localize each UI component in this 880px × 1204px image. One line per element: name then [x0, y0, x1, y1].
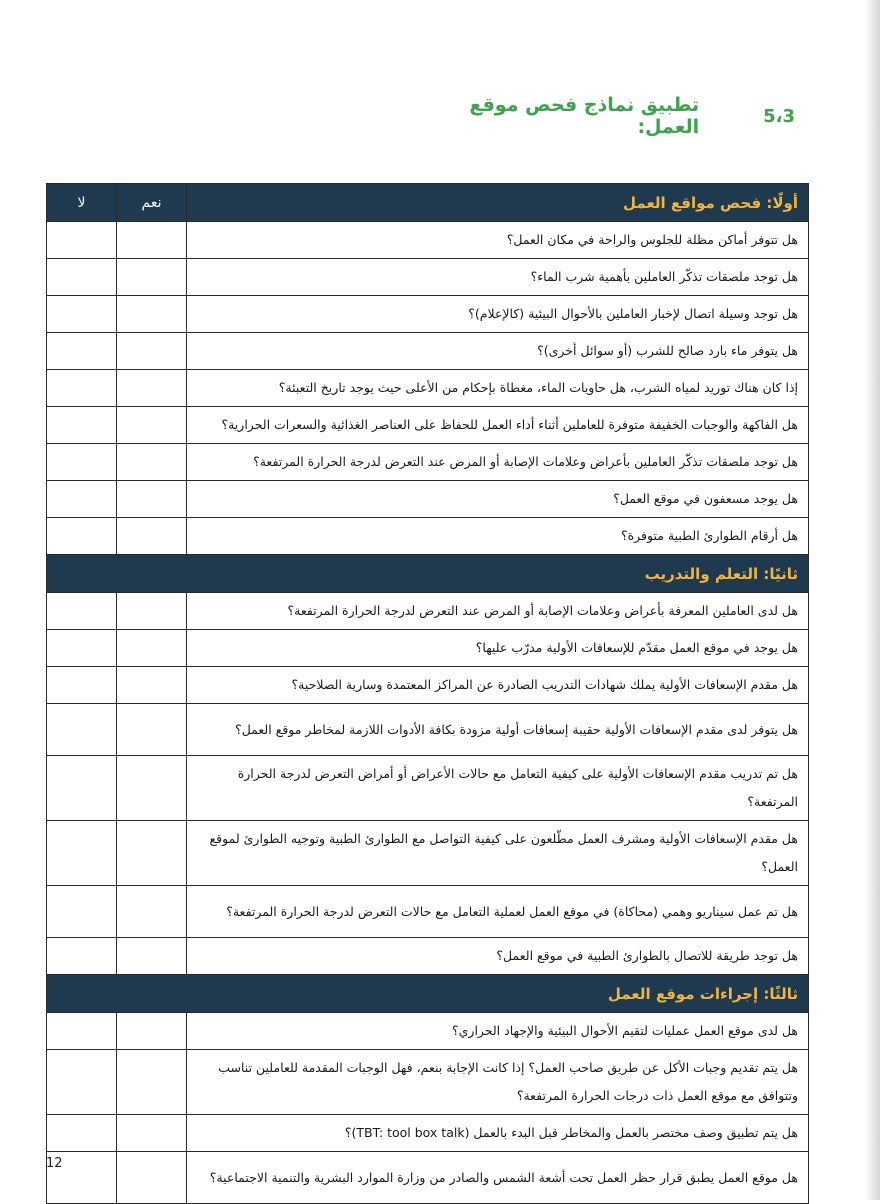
question-cell: هل يتم تقديم وجبات الأكل عن طريق صاحب العمل؟ إذا كانت الإجابة بنعم، فهل الوجبات المقدمة للعاملين تناسب وتتوافق مع موقع العمل ذات درجات الحرارة المرتفعة؟ [187, 1050, 809, 1115]
page-edge-shadow [864, 0, 880, 1200]
yes-answer-cell[interactable] [117, 1050, 187, 1115]
inspection-checklist-table [46, 183, 809, 1204]
yes-answer-cell[interactable] [117, 407, 187, 444]
yes-answer-cell[interactable] [117, 756, 187, 821]
no-answer-cell[interactable] [47, 704, 117, 756]
question-cell: هل مقدم الإسعافات الأولية ومشرف العمل مطّلعون على كيفية التواصل مع الطوارئ الطبية وتوجيه الطوارئ لموقع العمل؟ [187, 821, 809, 886]
table-header-row [47, 184, 809, 222]
yes-answer-cell[interactable] [117, 938, 187, 975]
table-row [47, 1152, 809, 1204]
table-row [47, 1115, 809, 1152]
no-answer-cell[interactable] [47, 756, 117, 821]
no-answer-cell[interactable] [47, 333, 117, 370]
no-answer-cell[interactable] [47, 630, 117, 667]
yes-answer-cell[interactable] [117, 667, 187, 704]
question-cell: هل تتوفر أماكن مظلة للجلوس والراحة في مكان العمل؟ [187, 222, 809, 259]
question-cell: هل مقدم الإسعافات الأولية يملك شهادات التدريب الصادرة عن المراكز المعتمدة وسارية الصلاحية؟ [187, 667, 809, 704]
no-answer-cell[interactable] [47, 481, 117, 518]
yes-answer-cell[interactable] [117, 1152, 187, 1204]
table-row [47, 886, 809, 938]
yes-answer-cell[interactable] [117, 704, 187, 756]
question-cell: هل لدى العاملين المعرفة بأعراض وعلامات الإصابة أو المرض عند التعرض لدرجة الحرارة المرتفعة؟ [187, 593, 809, 630]
yes-answer-cell[interactable] [117, 630, 187, 667]
table-row [47, 593, 809, 630]
table-row [47, 1050, 809, 1115]
table-row [47, 407, 809, 444]
no-answer-cell[interactable] [47, 593, 117, 630]
table-row [47, 444, 809, 481]
question-cell: إذا كان هناك توريد لمياه الشرب، هل حاويات الماء، مغطاة بإحكام من الأعلى حيث يوجد تاريخ التعبئة؟ [187, 370, 809, 407]
question-cell: هل توجد طريقة للاتصال بالطوارئ الطبية في موقع العمل؟ [187, 938, 809, 975]
question-cell: هل يتوفر ماء بارد صالح للشرب (أو سوائل أخرى)؟ [187, 333, 809, 370]
question-cell: هل موقع العمل يطبق قرار حظر العمل تحت أشعة الشمس والصادر من وزارة الموارد البشرية والتنمية الاجتماعية؟ [187, 1152, 809, 1204]
yes-answer-cell[interactable] [117, 886, 187, 938]
yes-answer-cell[interactable] [117, 370, 187, 407]
question-cell: هل أرقام الطوارئ الطبية متوفرة؟ [187, 518, 809, 555]
table-row [47, 518, 809, 555]
table-row [47, 938, 809, 975]
table-row [47, 481, 809, 518]
question-cell: هل توجد ملصقات تذكّر العاملين بأعراض وعلامات الإصابة أو المرض عند التعرض لدرجة الحرارة المرتفعة؟ [187, 444, 809, 481]
yes-answer-cell[interactable] [117, 518, 187, 555]
section-number: 5،3 [763, 105, 795, 127]
yes-answer-cell[interactable] [117, 259, 187, 296]
section-header: ثانيًا: التعلم والتدريب [47, 555, 809, 593]
question-cell: هل يوجد في موقع العمل مقدّم للإسعافات الأولية مدرّب عليها؟ [187, 630, 809, 667]
no-answer-cell[interactable] [47, 821, 117, 886]
question-cell: هل يتم تطبيق وصف مختصر بالعمل والمخاطر قبل البدء بالعمل (TBT: tool box talk)؟ [187, 1115, 809, 1152]
table-row [47, 667, 809, 704]
question-cell: هل توجد ملصقات تذكّر العاملين بأهمية شرب الماء؟ [187, 259, 809, 296]
table-row [47, 821, 809, 886]
yes-answer-cell[interactable] [117, 1115, 187, 1152]
column-header-no: لا [47, 184, 117, 222]
table-row [47, 296, 809, 333]
no-answer-cell[interactable] [47, 518, 117, 555]
yes-answer-cell[interactable] [117, 1013, 187, 1050]
question-cell: هل تم عمل سيناريو وهمي (محاكاة) في موقع العمل لعملية التعامل مع حالات التعرض لدرجة الحرارة المرتفعة؟ [187, 886, 809, 938]
section-header-row [47, 555, 809, 593]
yes-answer-cell[interactable] [117, 481, 187, 518]
question-cell: هل الفاكهة والوجبات الخفيفة متوفرة للعاملين أثناء أداء العمل للحفاظ على العناصر الغذائية والسعرات الحرارية؟ [187, 407, 809, 444]
no-answer-cell[interactable] [47, 370, 117, 407]
no-answer-cell[interactable] [47, 407, 117, 444]
no-answer-cell[interactable] [47, 1115, 117, 1152]
table-row [47, 630, 809, 667]
yes-answer-cell[interactable] [117, 593, 187, 630]
no-answer-cell[interactable] [47, 222, 117, 259]
no-answer-cell[interactable] [47, 667, 117, 704]
table-row [47, 370, 809, 407]
table-row [47, 259, 809, 296]
no-answer-cell[interactable] [47, 886, 117, 938]
section-header: ثالثًا: إجراءات موقع العمل [47, 975, 809, 1013]
section-header-row [47, 975, 809, 1013]
question-cell: هل توجد وسيلة اتصال لإخبار العاملين بالأحوال البيئية (كالإعلام)؟ [187, 296, 809, 333]
question-cell: هل يوجد مسعفون في موقع العمل؟ [187, 481, 809, 518]
no-answer-cell[interactable] [47, 1013, 117, 1050]
no-answer-cell[interactable] [47, 938, 117, 975]
no-answer-cell[interactable] [47, 259, 117, 296]
yes-answer-cell[interactable] [117, 821, 187, 886]
question-cell: هل يتوفر لدى مقدم الإسعافات الأولية حقيبة إسعافات أولية مزودة بكافة الأدوات اللازمة لمخاطر موقع العمل؟ [187, 704, 809, 756]
question-cell: هل تم تدريب مقدم الإسعافات الأولية على كيفية التعامل مع حالات الأعراض أو أمراض التعرض لدرجة الحرارة المرتفعة؟ [187, 756, 809, 821]
yes-answer-cell[interactable] [117, 333, 187, 370]
table-row [47, 1013, 809, 1050]
no-answer-cell[interactable] [47, 1050, 117, 1115]
yes-answer-cell[interactable] [117, 444, 187, 481]
no-answer-cell[interactable] [47, 296, 117, 333]
section-title: تطبيق نماذج فحص موقع العمل: [469, 94, 700, 138]
question-cell: هل لدى موقع العمل عمليات لتقيم الأحوال البيئية والإجهاد الحراري؟ [187, 1013, 809, 1050]
yes-answer-cell[interactable] [117, 296, 187, 333]
table-row [47, 756, 809, 821]
column-header-yes: نعم [117, 184, 187, 222]
table-row [47, 333, 809, 370]
section-header: أولًا: فحص مواقع العمل [187, 184, 809, 222]
section-heading [420, 94, 795, 138]
no-answer-cell[interactable] [47, 444, 117, 481]
table-row [47, 704, 809, 756]
page-number: 12 [46, 1156, 63, 1171]
yes-answer-cell[interactable] [117, 222, 187, 259]
table-row [47, 222, 809, 259]
